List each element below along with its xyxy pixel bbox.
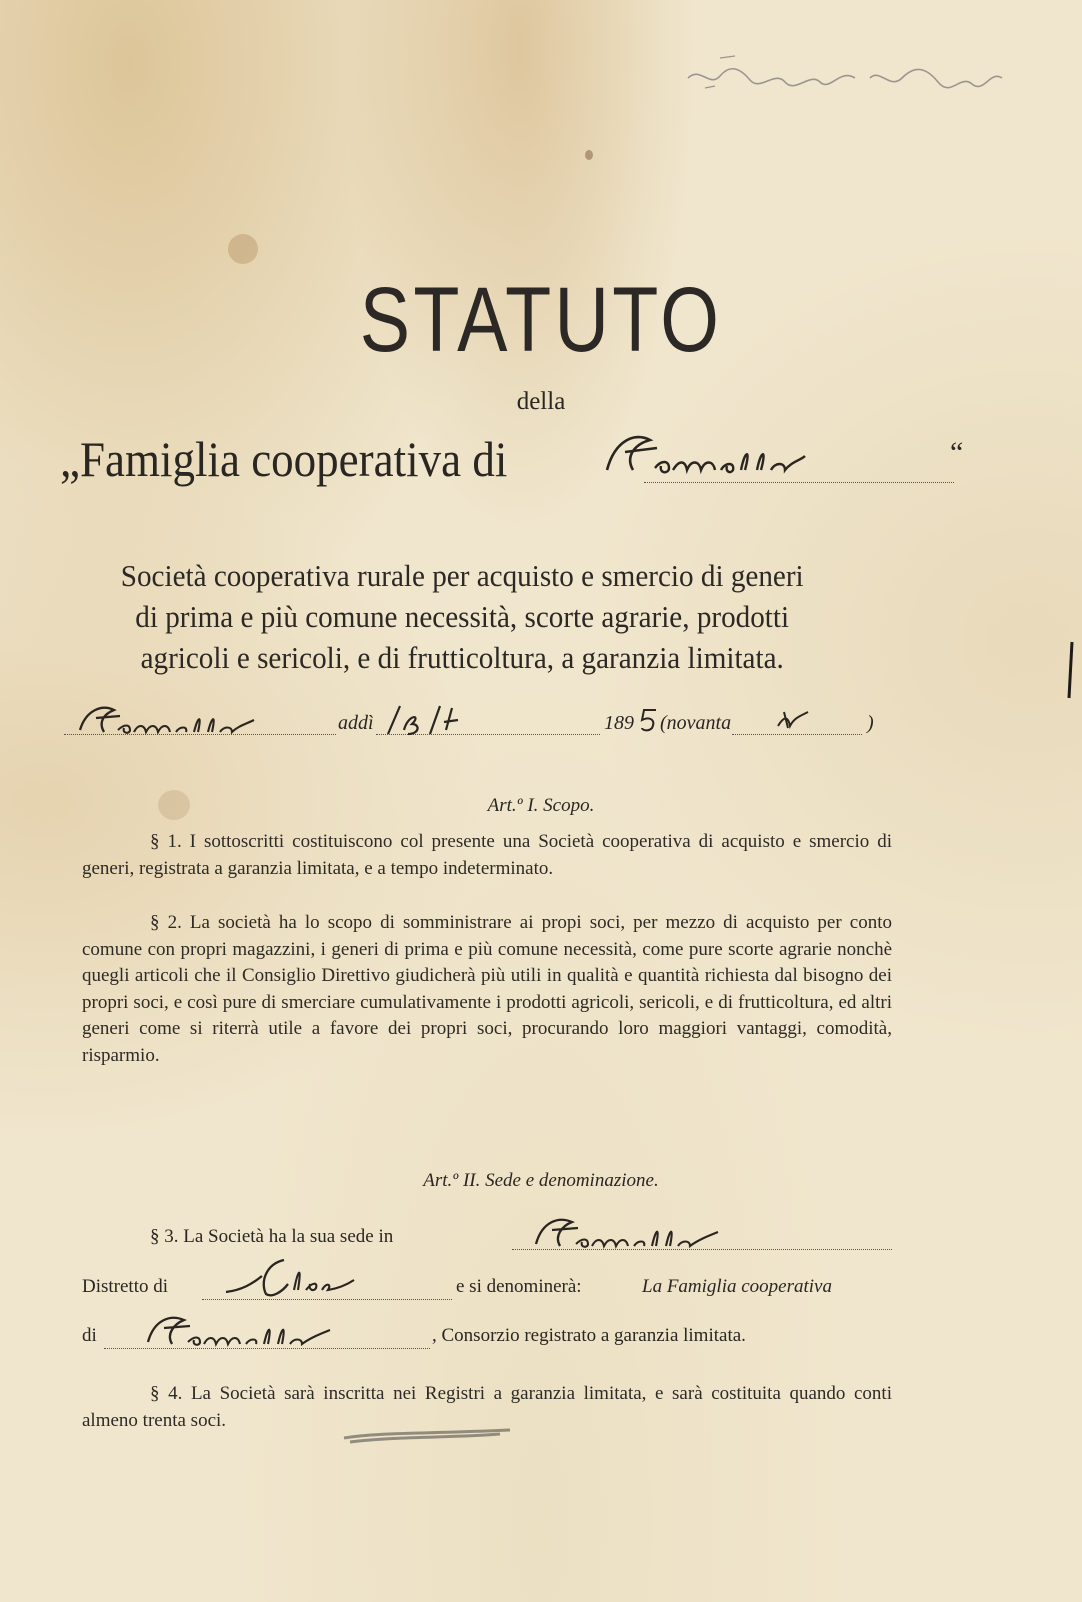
- famiglia-cooperativa-italic: La Famiglia cooperativa: [642, 1276, 832, 1297]
- di-label: di: [82, 1325, 97, 1346]
- novanta-label: (novanta: [660, 712, 732, 734]
- subtitle-line: Società cooperativa rurale per acquisto e smercio di generi: [120, 558, 804, 593]
- seat-text: § 3. La Società ha la sua sede in: [150, 1226, 394, 1247]
- handwritten-date: [382, 700, 472, 740]
- subtitle-line: di prima e più comune necessità, scorte agrarie, prodotti: [135, 599, 790, 634]
- stain-mark: [585, 150, 593, 160]
- cooperative-heading-text: „Famiglia cooperativa di: [60, 431, 508, 487]
- handwritten-year-word: [774, 706, 814, 734]
- distretto-label: Distretto di: [82, 1276, 169, 1297]
- date-line: [64, 700, 904, 740]
- pencil-underline: [340, 1424, 520, 1446]
- close-paren: ): [867, 712, 874, 734]
- handwritten-district: [222, 1254, 362, 1300]
- della-text: della: [516, 388, 566, 415]
- denominera-label: e si denominerà:: [456, 1276, 582, 1297]
- paragraph-text: § 1. I sottoscritti costituiscono col presente una Società cooperativa di acquisto e smercio di generi, registrata a garanzia limitata, e a tempo indeterminato.: [82, 831, 892, 879]
- subtitle-block: [58, 555, 866, 678]
- seat-line: [150, 1226, 393, 1248]
- paragraph-text: § 4. La Società sarà inscritta nei Registri a garanzia limitata, e sarà costituita quando conti almeno trenta soci.: [82, 1383, 892, 1431]
- handwritten-di-place: [140, 1312, 340, 1350]
- cooperative-heading: [60, 430, 964, 500]
- article-paragraph: [82, 910, 892, 1070]
- handwritten-place-name: [74, 702, 274, 738]
- handwritten-place-name: [595, 430, 825, 492]
- consorzio-text: , Consorzio registrato a garanzia limitata.: [432, 1325, 746, 1346]
- subtitle-line: agricoli e sericoli, e di frutticoltura, a garanzia limitata.: [140, 640, 784, 675]
- stain-mark: [228, 234, 258, 264]
- edge-mark: [1066, 640, 1076, 700]
- article-paragraph: [82, 829, 892, 882]
- article-heading: Art.º I. Scopo.: [487, 795, 595, 816]
- year-prefix: 189: [604, 712, 634, 734]
- handwritten-annotation: [680, 48, 1010, 108]
- article-heading: Art.º II. Sede e denominazione.: [423, 1170, 659, 1191]
- handwritten-year-digit: [638, 706, 660, 734]
- document-title: STATUTO: [359, 269, 723, 371]
- handwritten-seat: [528, 1214, 738, 1252]
- year-dotted-line: [732, 734, 862, 735]
- cooperative-heading-close-quote: “: [950, 436, 964, 469]
- addi-label: addì: [338, 712, 374, 734]
- paragraph-text: § 2. La società ha lo scopo di somministrare ai propi soci, per mezzo di acquisto per conto comune con propri magazzini, i generi di prima e più comune necessità, come pure scorte agrarie nonchè quegli articoli che il Consiglio Direttivo giudicherà più utili in qualità e quantità richiesta dal bisogno dei propri soci, e così pure di smerciare cumulativamente i prodotti agricoli, sericoli, e di frutticoltura, ed altri generi come si riterrà utile a favore dei propri soci, procurando loro maggiori vantaggi, comodità, risparmio.: [82, 912, 892, 1066]
